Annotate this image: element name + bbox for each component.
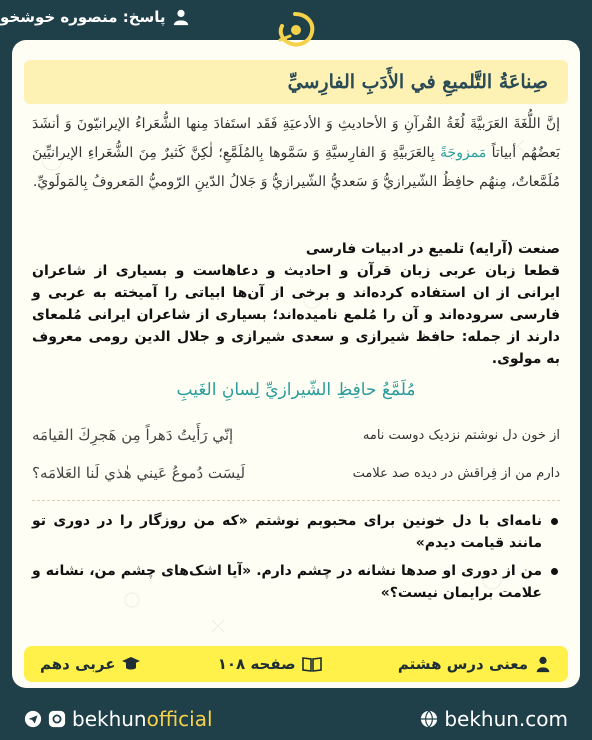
list-item-text: من از دوری او صدها نشانه در چشم دارم. «آیا اشک‌های چشم من، نشانه و علامت برایمان نیست؟» bbox=[32, 563, 542, 601]
lesson-label: معنی درس هشتم bbox=[397, 655, 528, 673]
arabic-highlight-word: مَمزوجَةً bbox=[440, 145, 487, 161]
social-handle[interactable] bbox=[24, 707, 213, 731]
brand-logo-icon bbox=[270, 8, 320, 52]
page-info bbox=[218, 655, 322, 673]
website-link[interactable] bbox=[420, 707, 568, 731]
book-info bbox=[40, 655, 141, 673]
page-title: صِناعَةُ التَّلميعِ في الأَدَبِ الفارِسيِّ bbox=[287, 71, 548, 93]
divider bbox=[32, 500, 560, 501]
telegram-icon bbox=[24, 710, 42, 728]
globe-icon bbox=[420, 710, 438, 728]
meaning-list bbox=[32, 510, 560, 610]
title-bar bbox=[24, 60, 568, 104]
bullet-icon bbox=[551, 518, 558, 525]
website-url: bekhun.com bbox=[444, 707, 568, 731]
persian-translation bbox=[32, 238, 560, 370]
poem-row bbox=[32, 458, 560, 488]
lesson-info bbox=[398, 655, 552, 673]
instagram-icon bbox=[48, 710, 66, 728]
persian-body: قطعا زبان عربی زبان قرآن و احادیث و دعاهاست و بسیاری از شاعران ایرانی از ان استفاده کرده‌اند و برخی از آن‌ها ابیاتی را آمیخته به عربی و فارسی سروده‌اند و آن را مُلمع نامیده‌اند؛ بسیاری از شاعران ایرانی مُلمعای دارند از جمله: حافظ شیرازی و سعدی شیرازی و جلال الدین رومی معروف به مولوی. bbox=[32, 263, 560, 367]
answer-author: پاسخ: منصوره خوشخو bbox=[0, 8, 166, 26]
list-item bbox=[32, 510, 560, 554]
arabic-text-part2: بِالعَرَبيَّةِ وَ الفارِسيَّةِ وَ سَمَّوها بِالمُلَمَّعِ؛ لٰكِنَّ كَثيرٌ مِنَ الشُّعَراءِ الإيرانيِّينَ مُلَمَّعاتٌ، مِنهُم حافِظُ الشّيرازيُّ وَ سَعديُّ الشّيرازيُّ وَ جَلالُ الدّينِ الرّوميُّ المَعروفُ بِالمَولَويِّ. bbox=[32, 145, 560, 190]
graduation-cap-icon bbox=[121, 656, 141, 672]
book-label: عربی دهم bbox=[40, 655, 116, 673]
book-icon bbox=[302, 656, 322, 672]
footer bbox=[0, 698, 592, 740]
poem-title: مُلَمَّعُ حافِظِ الشّيرازيِّ لِسانِ الغَيبِ bbox=[176, 380, 416, 400]
persian-subtitle: صنعت (آرایه) تلمیع در ادبیات فارسی bbox=[305, 241, 560, 257]
list-item-text: نامه‌ای با دل خونین برای محبوبم نوشتم «که من روزگار را در دوری تو مانند قیامت دیدم» bbox=[32, 513, 542, 551]
social-handle-prefix: bekhun bbox=[72, 707, 147, 731]
page-label: صفحه ۱۰۸ bbox=[217, 655, 296, 673]
poem-arabic-line: لَيسَت دُموعُ عَيني هٰذي لَنا العَلامَه؟ bbox=[32, 464, 246, 482]
poem-persian-line: از خون دل نوشتم نزدیک دوست نامه bbox=[362, 427, 560, 443]
social-handle-suffix: official bbox=[146, 707, 213, 731]
content-card bbox=[12, 40, 580, 688]
bullet-icon bbox=[551, 568, 558, 575]
arabic-text-part1: إنَّ اللُّغَةَ العَرَبيَّةَ لُغَةُ القُرآنِ وَ الأحاديثِ وَ الأدعيَةِ فَقَد استَفادَ مِنها الشُّعَراءُ الإيرانيّونَ وَ أنشَدَ بَعضُهُم أبياتاً bbox=[32, 116, 560, 161]
user-icon bbox=[172, 8, 190, 26]
arabic-paragraph bbox=[32, 110, 560, 197]
poem-row bbox=[32, 420, 560, 450]
poem-arabic-line: إنّي رَأَيتُ دَهراً مِن هَجرِكَ القيامَه bbox=[32, 426, 234, 444]
poem-persian-line: دارم من از فِراقش در دیده صد علامت bbox=[352, 465, 560, 481]
teacher-icon bbox=[534, 655, 552, 673]
lesson-info-bar bbox=[24, 646, 568, 682]
list-item bbox=[32, 560, 560, 604]
